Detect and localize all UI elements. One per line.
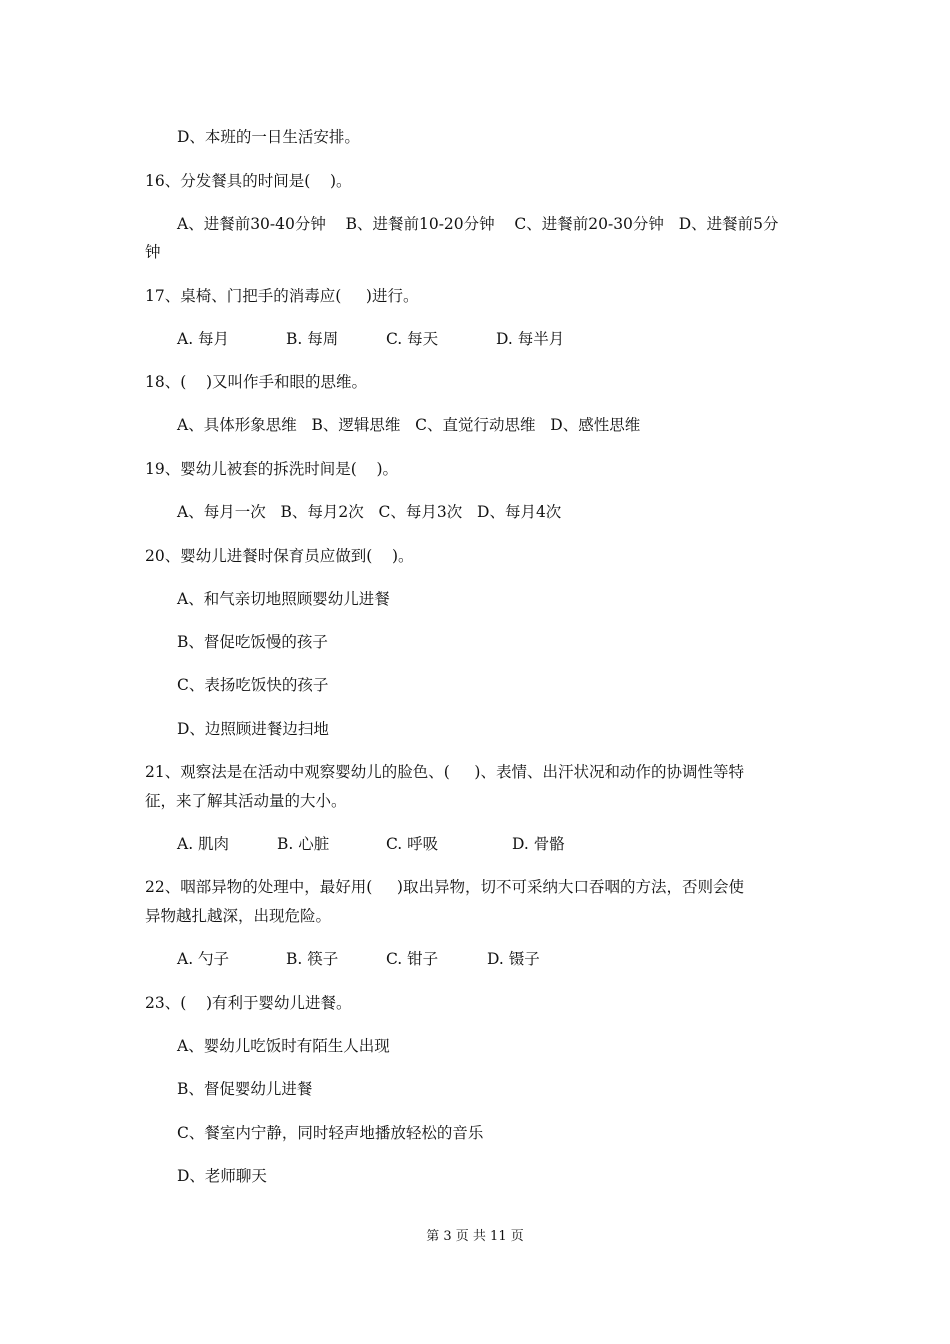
question-18-options: A、具体形象思维 B、逻辑思维 C、直觉行动思维 D、感性思维 [177, 416, 641, 434]
option-b: B. 筷子 [286, 950, 339, 968]
option-a: A. 每月 [177, 330, 230, 348]
option-d: D. 骨骼 [512, 835, 565, 853]
question-20-option-c: C、表扬吃饭快的孩子 [177, 676, 329, 694]
q15-option-d: D、本班的一日生活安排。 [177, 128, 360, 146]
option-a: A. 肌肉 [177, 835, 230, 853]
question-21: 21、观察法是在活动中观察婴幼儿的脸色、( )、表情、出汗状况和动作的协调性等特 [145, 763, 744, 781]
question-18: 18、( )又叫作手和眼的思维。 [145, 373, 368, 391]
option-b: B. 每周 [286, 330, 339, 348]
question-22-wrap: 异物越扎越深，出现危险。 [145, 907, 332, 925]
option-d: D. 每半月 [496, 330, 565, 348]
question-20: 20、婴幼儿进餐时保育员应做到( )。 [145, 547, 414, 565]
option-a: A. 勺子 [177, 950, 230, 968]
question-16: 16、分发餐具的时间是( )。 [145, 172, 352, 190]
option-d: D. 镊子 [487, 950, 540, 968]
question-20-option-a: A、和气亲切地照顾婴幼儿进餐 [177, 590, 390, 608]
question-17: 17、桌椅、门把手的消毒应( )进行。 [145, 287, 419, 305]
question-23: 23、( )有利于婴幼儿进餐。 [145, 994, 352, 1012]
question-16-options-wrap: 钟 [145, 243, 161, 261]
page-footer: 第 3 页 共 11 页 [426, 1229, 524, 1244]
question-22: 22、咽部异物的处理中，最好用( )取出异物，切不可采纳大口吞咽的方法，否则会使 [145, 878, 744, 896]
question-20-option-d: D、边照顾进餐边扫地 [177, 720, 329, 738]
option-c: C. 呼吸 [386, 835, 439, 853]
question-19: 19、婴幼儿被套的拆洗时间是( )。 [145, 460, 399, 478]
question-23-option-b: B、督促婴幼儿进餐 [177, 1080, 313, 1098]
question-19-options: A、每月一次 B、每月2次 C、每月3次 D、每月4次 [177, 503, 562, 521]
question-23-option-c: C、餐室内宁静，同时轻声地播放轻松的音乐 [177, 1124, 484, 1142]
question-21-wrap: 征，来了解其活动量的大小。 [145, 792, 347, 810]
option-b: B. 心脏 [277, 835, 330, 853]
question-16-options: A、进餐前30-40分钟 B、进餐前10-20分钟 C、进餐前20-30分钟 D、进餐前5分 [177, 215, 779, 233]
option-c: C. 每天 [386, 330, 439, 348]
question-20-option-b: B、督促吃饭慢的孩子 [177, 633, 328, 651]
option-c: C. 钳子 [386, 950, 439, 968]
question-23-option-a: A、婴幼儿吃饭时有陌生人出现 [177, 1037, 390, 1055]
question-23-option-d: D、老师聊天 [177, 1167, 267, 1185]
